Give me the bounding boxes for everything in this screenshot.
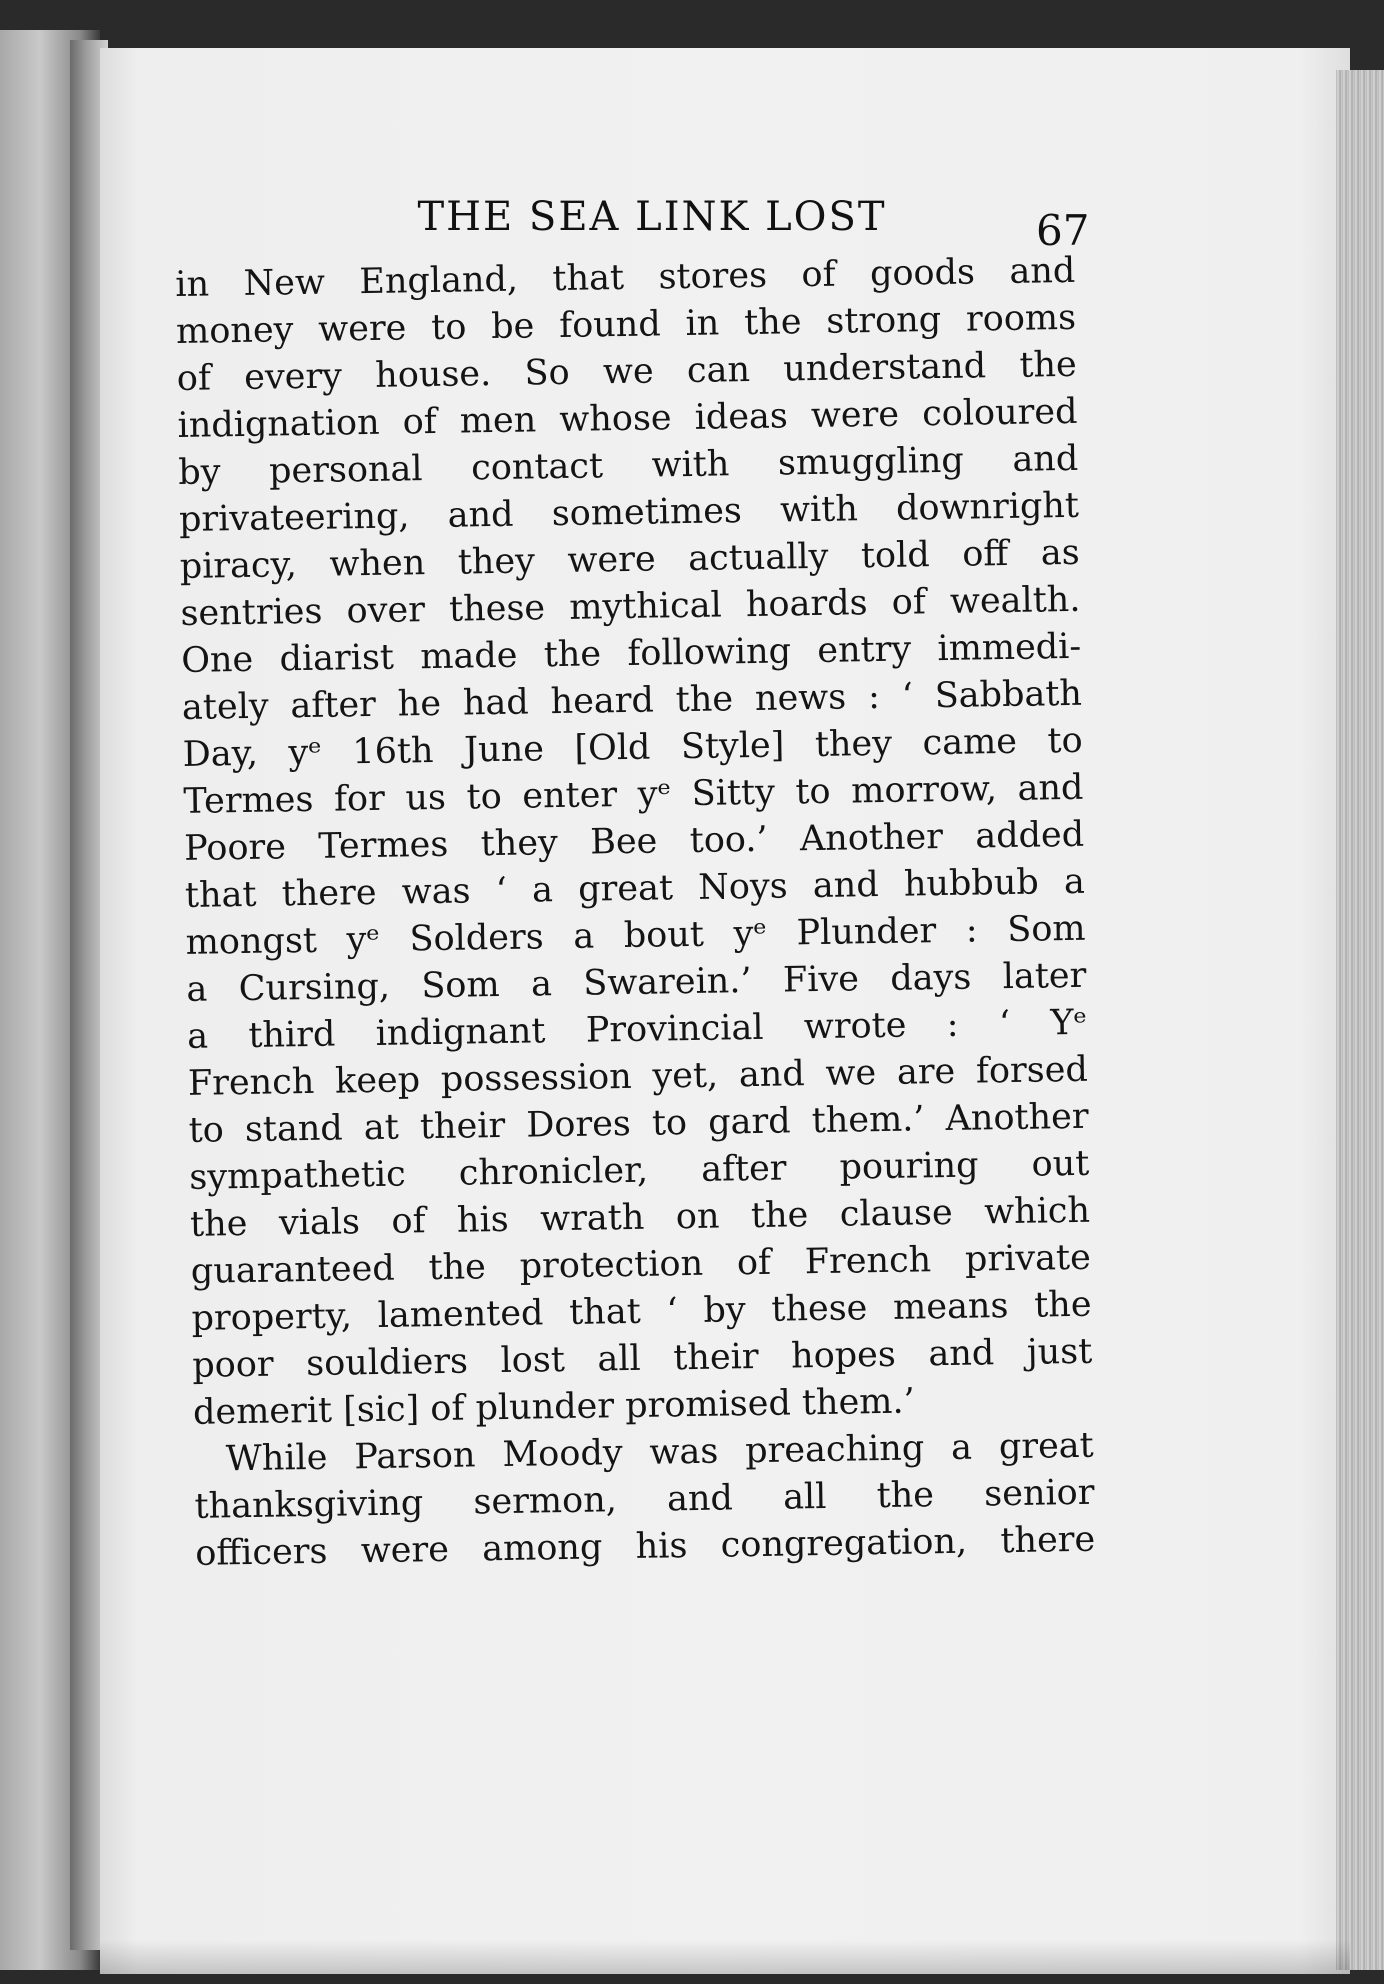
text-line: demerit [sic] of plunder promised them.’	[192, 1381, 915, 1433]
text-line: While Parson Moody was preaching a great	[225, 1425, 1095, 1480]
text-line: property, lamented that ‘ by these means the	[191, 1284, 1092, 1339]
body-text	[175, 248, 1096, 1578]
text-line: the vials of his wrath on the clause which	[189, 1190, 1091, 1245]
text-line: to stand at their Dores to gard them.’ Another	[188, 1096, 1089, 1151]
text-line: Termes for us to enter yᵉ Sitty to morrow, and	[183, 767, 1084, 822]
text-line: a Cursing, Som a Swarein.’ Five days later	[186, 955, 1087, 1010]
text-line: in New England, that stores of goods and	[175, 250, 1076, 305]
text-line: that there was ‘ a great Noys and hubbub a	[184, 861, 1086, 916]
page-number: 67	[1036, 206, 1090, 255]
text-line: indignation of men whose ideas were coloured	[177, 391, 1078, 446]
page-bottom-shadow	[100, 1940, 1350, 1974]
text-line: Poore Termes they Bee too.’ Another added	[183, 814, 1085, 869]
text-line: One diarist made the following entry immedi-	[180, 626, 1082, 681]
running-head: THE SEA LINK LOST	[417, 194, 887, 240]
text-line: of every house. So we can understand the	[176, 344, 1078, 399]
text-line: ately after he had heard the news : ‘ Sabbath	[181, 673, 1083, 728]
text-line: by personal contact with smuggling and	[178, 438, 1079, 493]
text-line: mongst yᵉ Solders a bout yᵉ Plunder : Som	[185, 908, 1086, 963]
page-stack-edge	[1336, 70, 1384, 1970]
text-line: Day, yᵉ 16th June [Old Style] they came to	[182, 720, 1083, 775]
text-line: officers were among his congregation, there	[194, 1519, 1096, 1574]
text-line: French keep possession yet, and we are forsed	[187, 1049, 1089, 1104]
text-line: privateering, and sometimes with downright	[178, 485, 1080, 540]
text-line: sentries over these mythical hoards of wealth.	[180, 579, 1081, 634]
text-line: money were to be found in the strong rooms	[175, 297, 1077, 352]
text-line: thanksgiving sermon, and all the senior	[194, 1472, 1095, 1527]
text-line: guaranteed the protection of French private	[190, 1237, 1092, 1292]
text-line: sympathetic chronicler, after pouring out	[189, 1143, 1090, 1198]
text-line: poor souldiers lost all their hopes and just	[192, 1331, 1093, 1386]
text-line: a third indignant Provincial wrote : ‘ Yᵉ	[186, 1002, 1088, 1057]
text-line: piracy, when they were actually told off as	[179, 532, 1080, 587]
